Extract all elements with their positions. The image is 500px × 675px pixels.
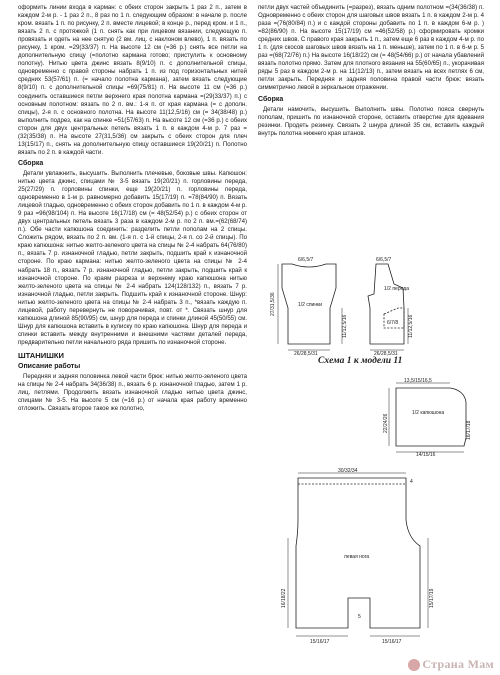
diagram-back-front [258, 256, 484, 361]
diagram-hood [380, 378, 490, 461]
right-text-column [258, 4, 484, 138]
back-bottom-dim: 26/28,5/31 [294, 351, 318, 356]
body-paragraph: Передняя и задняя половинка левой части брюк: нитью желто-зеленого цвета на спицы № 2-4 набрать 34(36/38) п., вязать 6 р. изнаночной гладью, затем 1 р. лиц. петлями. Продолжить вязать изнаночной гладью нитью цвета джинс, спицами № 3-5. На высоте 5 см (=16 р.) от начала края работу временно отложить. Связать второе такое же полотно, [18, 373, 247, 413]
front-bottom-dim: 26/28,5/31 [374, 351, 398, 356]
section-title-sborka-2: Сборка [258, 95, 284, 103]
hood-right-dim: 16/17/18 [466, 420, 472, 440]
back-top-dim: 6/6,5/7 [298, 257, 314, 263]
diagram-caption: Схема 1 к модели 11 [318, 356, 403, 366]
left-text-column [18, 4, 247, 414]
front-pocket-dim: 6/7/8 [387, 320, 399, 326]
hood-bottom-dim: 14/15/16 [416, 452, 436, 456]
body-paragraph: петли двух частей объединить (=разрез), вязать одним полотном =(34(36/38) п. Одновременно с обеих сторон для шаговых швов вязать 1 п. в каждом 2-м р. 4 раза =(76(80/84) п.) и с каждой стороны добавить по 1 п. в каждом 6-м р. ) =82(86/90) п. На высоте 15(17/19) см =46(52/58) р.) сформировать кромки средних швов. С правого края закрыть 1 п., затем еще 6 раз в каждом 4-м р. по 1 п. (для скосов шаговых швов вязать на 1 п. меньше), затем по 1 п. в 6-м р. 5 раз =(68(72/76) п.) На высоте 16(18/22) см (= 48(54/66) р.) от начала убавлений вязать полотно прямо. Затем для плотного вязания на 55(60/65) п., укорачивая ряды 5 раз в каждом 2-м р. на 11(12/13) п., затем вязать на всех петлях 6 см, петли закрыть. Передняя и задняя половина правой части брюк: вязать симметрично левой в зеркальном отражении. [258, 4, 484, 92]
site-watermark [408, 657, 494, 672]
section-title-sborka: Сборка [18, 159, 44, 167]
section-title-shtanishki: ШТАНИШКИ [18, 350, 64, 360]
body-paragraph: Детали увлажнить, высушить. Выполнить плечевые, боковые швы. Капюшон: нитью цвета джинс, спицами № 3-5 вязать 19(20/21) п. горловины переда, 25(27/29) п. горловины спинки, еще 19(20/21) п. горловины переда, одновременно в 1-м р. равномерно добавить 15(17/19) п. =78(84/90) п. Вязать лицевой гладью, одновременно с обеих сторон добавить по 1 п. в каждом 4-м р. 9 раз =96(98/104) п. На высоте 16(17/18) см (= 48(52/54) р.) с обеих сторон от двух центральных петель вязать 3 раза в каждом 2-м р. по 2 п. вм.=(62(68/74) п.). Обе части капюшона соединить: разделить петли пополам на 2 спицы. Сложить рядом, вязать по 2 п. вм. (1-я п. с 1-й спицы, 2-я п. со 2-й спицы). По краю капюшона: нитью желто-зеленого цвета на спицы № 2-4 набрать 64(76/80) п., вязать 7 р. изнаночной гладью, петли закрыть, подшить край к изнаночной стороне. По краю кармана: нитью желто-зеленого цвета на спицы № 2-4 набрать 18 п., вязать 7 р. изнаночной гладью, петли закрыть, подшить край к изнаночной стороне. По краям разреза и верхнему краю капюшона нитью желто-зеленого цвета на спицы № 2-4 набрать 124(128/132) п., вязать 7 р. изнаночной гладью, петли закрыть. Подшить край к изнаночной стороне. Шнур: нитью желто-зеленого цвета на спицы № 2-4 набрать 3 п., *вязать каждую п. лицевой, работу перевернуть не поворачивая, повт. от *. Связать шнур для капюшона длиной 85(90/95) см, шнур для переда и спинки длиной 45(50/55) см. Шнур для капюшона вставить в кулиску по краю капюшона. Шнур для переда и спинки вставить между внутренними и внешними частями деталей переда, предварительно петли начального ряда пришить по изнаночной стороне. [18, 169, 247, 346]
watermark-text: Страна Мам [422, 657, 494, 671]
hood-side-dim: 22/24/26 [383, 413, 389, 433]
front-side-dim: 11/12,5/16 [408, 314, 414, 338]
trousers-label: левая нога [344, 554, 370, 560]
body-paragraph: оформить линии входа в карман: с обеих сторон закрыть 1 раз 2 п., затем в каждом 2-м р. - 1 раз 2 п., 8 раз по 1 п. следующим образом: в начале р. после кром. вязать 1 п. по рисунку, 2 п. вместе лицевой; в конце р., перед кром. и 1 п., вязать 2 п. с протяжкой (1 п. снять как при лицевом вязании, следующую п. провязать и одеть на нее снятую (2 вм. лиц. с наклоном влево), 1 п. вязать по рисунку, 1 кром. =29(33/37) п. На высоте 12 см (=36 р.) снять все петли на дополнительную спицу (=полотно кармана готово; пристулить к основному полотну). Нитью цвета джинс вязать 8(9/10) п. с дополнительной спицы, одновременно с правой стороны набрать 1 п. из под горизонтальных нитей средних 53(57/61) п. (= начало полотна кармана), затем вязать следующие 8(9/10) п. с дополнительной спицы =69(75/81) п. На высоте 11 см (=36 р.) соединить оставшиеся петли верхнего края полотна кармана =(29(33/37) п.) с основным полотном: вязать по 2 п. вм.: 1-я п. от края кармана (= с дополн. спицы), 2-я п. с основного полотна. На высоте 11(12,5/16) см (= 34(38/48) р.) выполнить подрез, как на спинке =51(57/63) п. На высоте 12 см (=36 р.) с обеих сторон для двух центральных петель вязать 1 п. в каждом 4-м р. 7 раз =(32(35/38) п. На высоте 27(31,5/36) см закрыть с обеих сторон для плеч 13(15/17) п., снять на дополнительную спицу оставшиеся 19(20/21) п. Полотно вязать по 2 п. в каждой части. [18, 4, 247, 156]
trousers-waist-dim: 4 [410, 479, 413, 485]
section-title-opisanie: Описание работы [18, 363, 81, 371]
front-top-dim: 6/6,5/7 [376, 257, 392, 263]
trousers-left-dim: 16/18/22 [281, 588, 287, 608]
hood-label: 1/2 капюшона [412, 410, 445, 416]
hood-outline [396, 388, 466, 446]
back-label: 1/2 спинки [298, 302, 323, 308]
body-paragraph: Детали намочить, высушить. Выполнить швы. Полотно пояса свернуть пополам, пришить по изнаночной стороне, оставить отверстие для вдевания резинки. Продеть резинку. Связать 2 шнура длиной 35 см, вставить каждый внутрь полотна нижнего края штанов. [258, 105, 484, 137]
trousers-right-dim: 15/17/19 [429, 588, 435, 608]
trousers-bottom-right-dim: 15/16/17 [382, 639, 402, 645]
front-piece-outline [368, 264, 404, 344]
trousers-bottom-left-dim: 15/16/17 [310, 639, 330, 645]
back-side-dim: 11/12,5/16 [342, 314, 348, 338]
watermark-logo-icon [408, 659, 420, 671]
trousers-outline [296, 478, 420, 628]
front-label: 1/2 переда [384, 286, 409, 292]
diagram-trousers [258, 468, 488, 653]
trousers-top-dim: 30/32/34 [338, 468, 358, 474]
hood-top-dim: 13,5/15/16,5 [404, 378, 432, 384]
back-left-dim: 27/31,5/36 [270, 292, 276, 316]
trousers-side-dim: 5 [358, 614, 361, 620]
